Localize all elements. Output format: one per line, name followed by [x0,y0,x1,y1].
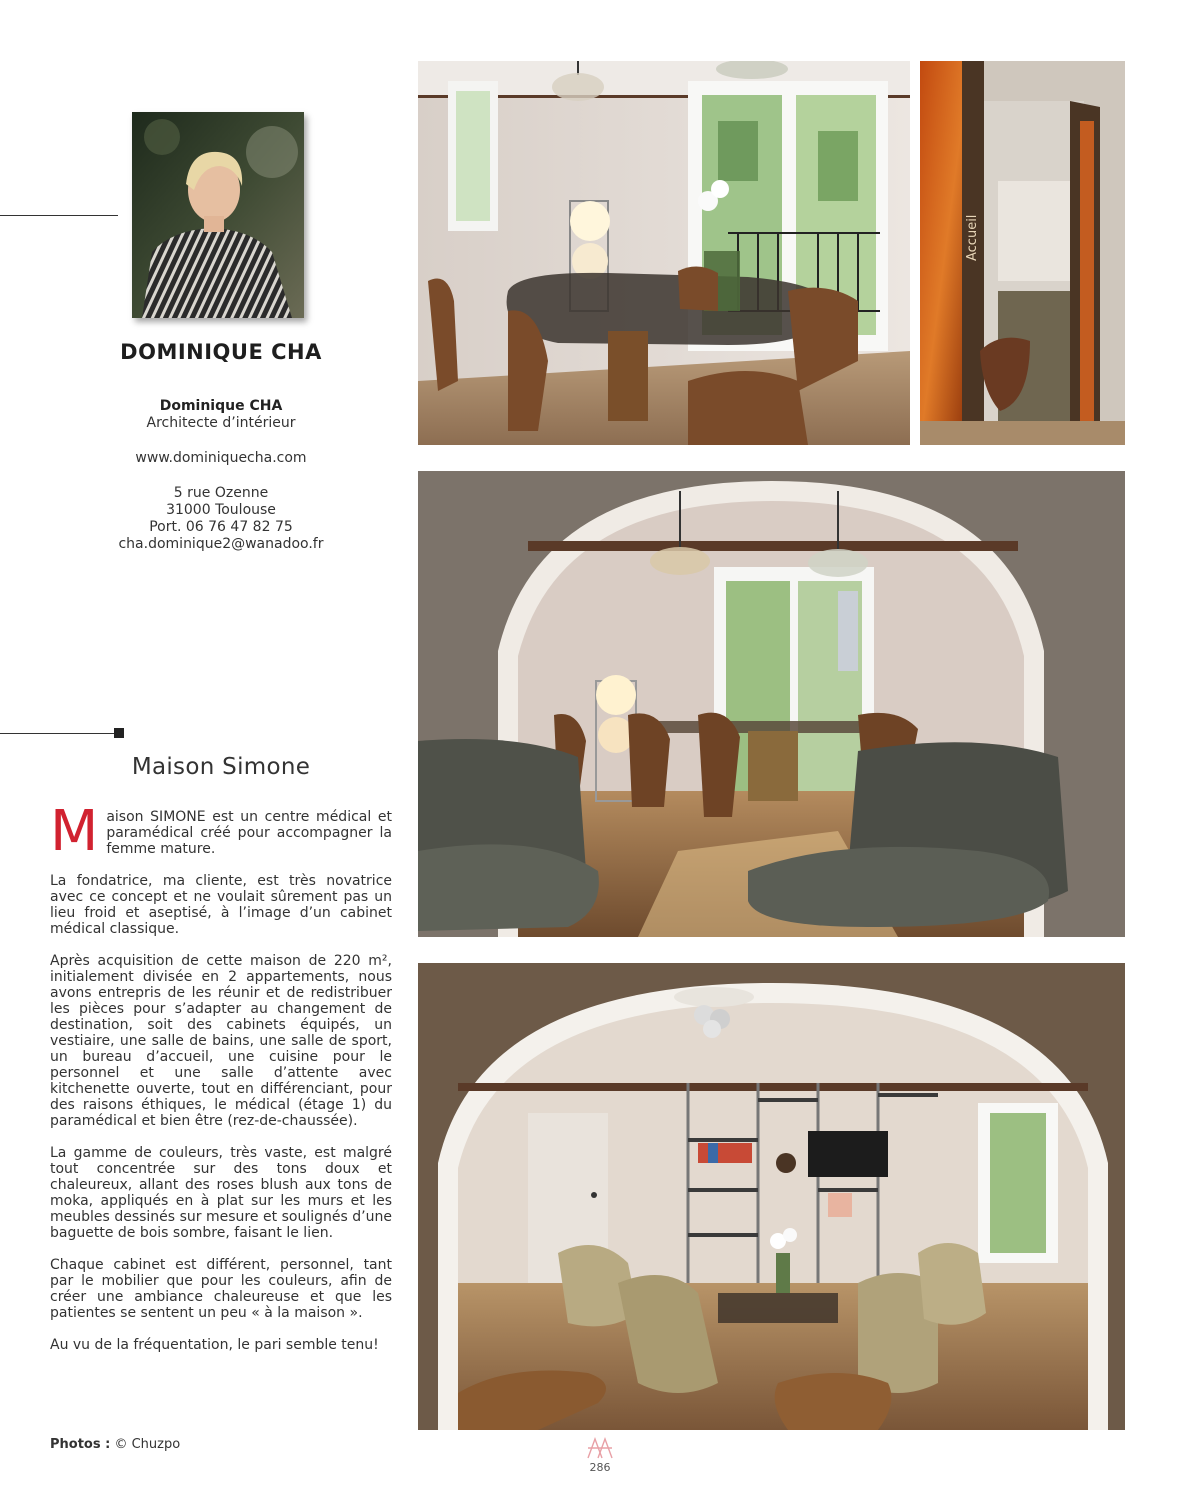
article-paragraph-6: Au vu de la fréquentation, le pari semble tenu! [50,1337,379,1353]
reception-sign-text: Accueil [965,214,980,261]
architect-portrait [132,112,304,318]
section-rule [0,733,114,734]
architect-phone: Port. 06 76 47 82 75 [149,519,293,535]
article-paragraph-1-text: aison SIMONE est un centre médical et paramédical créé pour accompagner la femme mature. [106,809,392,857]
photo-credit-label: Photos : [50,1437,111,1452]
article-paragraph-3: Après acquisition de cette maison de 220 m², initialement divisée en 2 appartements, nous avons entrepris de les réunir et de redistribuer les pièces pour s’adapter au changement de destination, soit des cabinets équipés, un vestiaire, une salle de bains, une salle de sport, un bureau d’accueil, une cuisine pour le personnel et une salle d’attente avec kitchenette ouverte, tout en différenciant, pour des raisons éthiques, le médical (étage 1) du paramédical et bien être (rez-de-chaussée). [50,953,392,1129]
header-rule [0,215,118,216]
architect-email-link[interactable]: cha.dominique2@wanadoo.fr [118,536,324,552]
architect-name: Dominique CHA [159,398,283,414]
architect-website-link[interactable]: www.dominiquecha.com [135,450,307,466]
photo-credit-value: © Chuzpo [114,1437,181,1452]
address-line-1: 5 rue Ozenne [173,485,269,501]
section-marker [114,728,124,738]
article-paragraph-4: La gamme de couleurs, très vaste, est malgré tout concentrée sur des tons doux et chaleureux, allant des roses blush aux tons de moka, appliqués en à plat sur les murs et les meubles dessinés sur mesure et soulignés d’une baguette de bois sombre, faisant le lien. [50,1145,392,1241]
article-paragraph-5: Chaque cabinet est différent, personnel, tant par le mobilier que pour les couleurs, afin de créer une ambiance chaleureuse et que les patientes se sentent un peu « à la maison ». [50,1257,392,1321]
photo-dining-room [418,61,910,445]
photo-waiting-room-arch [418,471,1125,937]
article-paragraph-1 [50,799,392,864]
architect-contact [50,398,392,553]
photo-reception [920,61,1125,445]
article-paragraph-2: La fondatrice, ma cliente, est très novatrice avec ce concept et ne voulait sûrement pas un lieu froid et aseptisé, à l’image d’un cabinet médical classique. [50,873,392,937]
article-title: Maison Simone [131,754,311,780]
photo-credit [50,1437,180,1452]
page-number: 286 [589,1461,611,1474]
architect-role: Architecte d’intérieur [146,415,296,431]
dropcap: M [50,799,99,864]
architect-heading: DOMINIQUE CHA [120,340,322,364]
photo-lounge-arch [418,963,1125,1430]
article-body [50,799,392,1369]
magazine-logo-icon [586,1437,614,1459]
address-line-2: 31000 Toulouse [166,502,276,518]
